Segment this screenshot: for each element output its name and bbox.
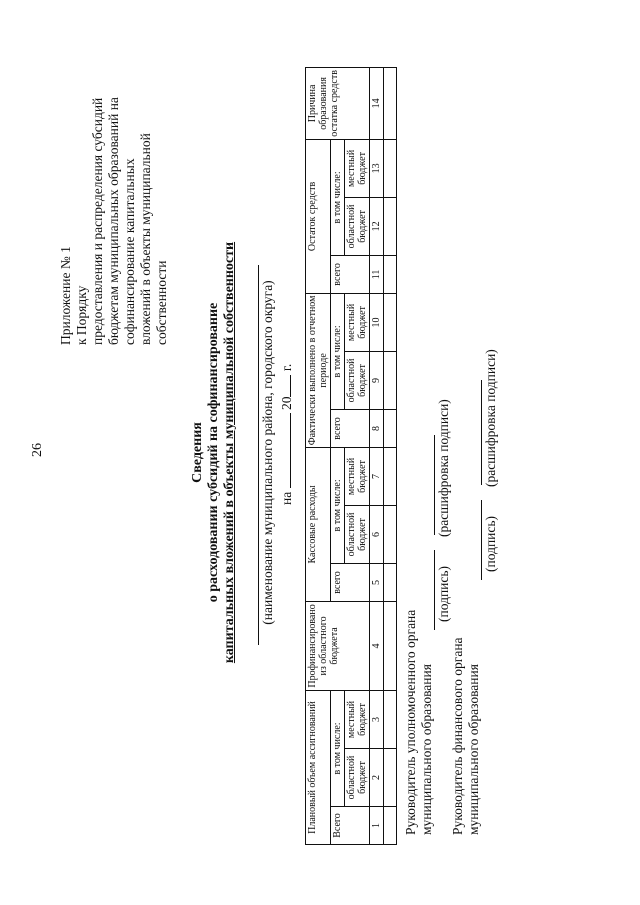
header-planned-volume: Плановый объем ассигнований <box>306 690 331 844</box>
appendix-line: софинансирование капитальных <box>122 158 137 345</box>
appendix-line: собственности <box>154 260 169 345</box>
appendix-line: к Порядку <box>74 285 89 345</box>
period-line <box>278 364 295 505</box>
signature-block-authorized <box>403 610 435 835</box>
decoding-caption: (расшифровка подписи) <box>483 349 498 487</box>
signature-line <box>434 550 435 630</box>
table-header-row <box>306 67 331 844</box>
signature-caption: (подпись) <box>436 565 451 622</box>
table-cell <box>384 351 397 409</box>
column-number: 2 <box>370 749 384 807</box>
signature-role: муниципального образования <box>466 664 481 835</box>
municipality-name-line <box>258 265 259 645</box>
header-total: всего <box>331 255 370 293</box>
period-prefix: на <box>279 491 294 505</box>
header-cash-expenses: Кассовые расходы <box>306 447 331 601</box>
header-including: в том числе: <box>331 690 345 806</box>
header-reason: Причина образования остатка средств <box>306 67 370 139</box>
header-local: местный бюджет <box>345 690 370 748</box>
appendix-line: Приложение № 1 <box>58 246 73 345</box>
table-cell <box>384 409 397 447</box>
header-regional: областной бюджет <box>345 505 370 563</box>
subsidy-table <box>305 67 397 845</box>
header-including: в том числе: <box>331 139 345 255</box>
decoding-caption: (расшифровка подписи) <box>436 399 451 537</box>
column-number: 6 <box>370 505 384 563</box>
column-number: 9 <box>370 351 384 409</box>
column-number: 5 <box>370 563 384 601</box>
period-suffix: г. <box>279 363 294 372</box>
table-cell <box>384 601 397 690</box>
header-local: местный бюджет <box>345 447 370 505</box>
table-header-row <box>345 67 370 844</box>
table-cell <box>384 255 397 293</box>
table-cell <box>384 563 397 601</box>
appendix-header <box>58 30 170 345</box>
header-total: всего <box>331 409 370 447</box>
header-prefinanced: Профинансировано из областного бюджета <box>306 601 370 690</box>
column-number: 14 <box>370 67 384 139</box>
column-number: 10 <box>370 293 384 351</box>
table-header-row <box>331 67 345 844</box>
header-regional: областной бюджет <box>345 351 370 409</box>
signature-role: Руководитель уполномоченного органа <box>403 609 418 835</box>
municipality-name-caption: (наименование муниципального района, городского округа) <box>260 280 275 625</box>
header-including: в том числе: <box>331 293 345 409</box>
header-local: местный бюджет <box>345 139 370 197</box>
signature-block-finance <box>450 637 482 835</box>
page-number: 26 <box>30 443 45 457</box>
signature-caption: (подпись) <box>483 515 498 572</box>
document-subtitle-1: о расходовании субсидий на софинансирование <box>206 302 221 603</box>
table-cell <box>384 447 397 505</box>
signature-line <box>481 500 482 580</box>
table-cell <box>384 293 397 351</box>
column-number: 4 <box>370 601 384 690</box>
period-blank-day-month <box>278 413 291 488</box>
header-total: всего <box>331 563 370 601</box>
table-cell <box>384 197 397 255</box>
header-including: в том числе: <box>331 447 345 563</box>
appendix-line: вложений в объекты муниципальной <box>138 133 153 345</box>
period-year-prefix: 20 <box>279 396 294 411</box>
column-number: 11 <box>370 255 384 293</box>
appendix-line: бюджетам муниципальных образований на <box>106 97 121 345</box>
document-subtitle-2: капитальных вложений в объекты муниципальной собственности <box>222 241 237 664</box>
header-regional: областной бюджет <box>345 197 370 255</box>
table-cell <box>384 690 397 748</box>
header-local: местный бюджет <box>345 293 370 351</box>
document-title: Сведения <box>190 422 205 483</box>
header-total: Всего <box>331 807 370 845</box>
period-blank-year <box>278 375 291 397</box>
table-number-row <box>370 67 384 844</box>
decoding-line <box>434 435 435 535</box>
table-cell <box>384 139 397 197</box>
column-number: 13 <box>370 139 384 197</box>
table-cell <box>384 807 397 845</box>
decoding-line <box>481 380 482 485</box>
column-number: 3 <box>370 690 384 748</box>
signature-role: Руководитель финансового органа <box>450 637 465 835</box>
column-number: 7 <box>370 447 384 505</box>
appendix-line: предоставления и распределения субсидий <box>90 97 105 345</box>
header-actual-done: Фактически выполнено в отчетном периоде <box>306 293 331 447</box>
column-number: 12 <box>370 197 384 255</box>
column-number: 1 <box>370 807 384 845</box>
column-number: 8 <box>370 409 384 447</box>
table-cell <box>384 505 397 563</box>
header-balance: Остаток средств <box>306 139 331 293</box>
signature-role: муниципального образования <box>419 664 434 835</box>
header-regional: областной бюджет <box>345 749 370 807</box>
table-row <box>384 67 397 844</box>
table-cell <box>384 67 397 139</box>
table-cell <box>384 749 397 807</box>
